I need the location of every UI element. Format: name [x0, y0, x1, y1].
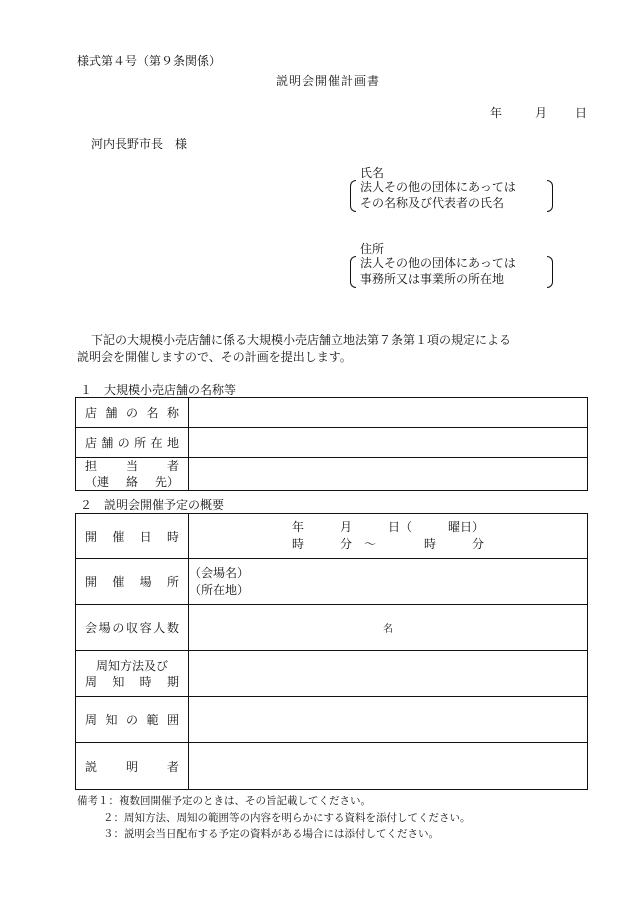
contact-field[interactable] [189, 458, 588, 491]
datetime-row [76, 514, 588, 559]
notice-scope-row [76, 697, 588, 743]
note-3: ３：説明会当日配布する予定の資料がある場合には添付してください。 [103, 828, 439, 840]
store-location-row [76, 428, 588, 458]
capacity-label: 会 場 の 収 容 人 数 [76, 605, 189, 651]
body-line2: 説明会を開催しますので、その計画を提出します。 [77, 350, 352, 364]
body-paragraph [77, 332, 592, 366]
addressee: 河内長野市長 様 [91, 137, 188, 151]
date-year: 年 [490, 106, 503, 120]
notice-scope-field[interactable] [189, 697, 588, 743]
note-2: ２：周知方法、周知の範囲等の内容を明らかにする資料を添付してください。 [103, 812, 471, 824]
name-label: 氏名 [360, 166, 385, 180]
presenter-field[interactable] [189, 743, 588, 790]
notice-scope-label: 周 知 の 範 囲 [76, 697, 189, 743]
capacity-row [76, 605, 588, 651]
address-bracket [349, 255, 554, 289]
store-name-label: 店 舗 の 名 称 [76, 398, 189, 428]
address-note-line2: 事務所又は事業所の所在地 [360, 272, 505, 286]
store-name-row [76, 398, 588, 428]
capacity-field[interactable] [189, 605, 588, 651]
store-name-field[interactable] [189, 398, 588, 428]
venue-row [76, 559, 588, 605]
store-location-label: 店 舗 の 所 在 地 [76, 428, 189, 458]
document-title: 説明会開催計画書 [276, 74, 381, 88]
notice-method-label: 周知方法及び 周 知 時 期 [76, 651, 189, 697]
address-note-line1: 法人その他の団体にあっては [360, 256, 516, 270]
name-bracket [349, 179, 554, 213]
datetime-date-line: 年 月 日（ 曜日） [291, 520, 484, 534]
venue-address-caption: （所在地） [189, 582, 250, 597]
presenter-row [76, 743, 588, 790]
form-number: 様式第４号（第９条関係） [77, 54, 222, 68]
venue-name-caption: （会場名） [189, 565, 250, 580]
datetime-field[interactable] [189, 514, 588, 559]
capacity-unit: 名 [383, 624, 393, 635]
name-note-line2: その名称及び代表者の氏名 [360, 196, 505, 210]
date-day: 日 [575, 106, 588, 120]
section2-heading: ２ 説明会開催予定の概要 [80, 498, 225, 512]
notice-method-row [76, 651, 588, 697]
address-label: 住所 [360, 242, 385, 256]
note-1: 備考１：複数回開催予定のときは、その旨記載してください。 [77, 795, 371, 807]
store-location-field[interactable] [189, 428, 588, 458]
name-note-line1: 法人その他の団体にあっては [360, 180, 516, 194]
contact-row [76, 458, 588, 491]
venue-field[interactable] [189, 559, 588, 605]
datetime-time-line: 時 分 ～ 時 分 [291, 537, 484, 551]
meeting-overview-table [75, 513, 588, 790]
presenter-label: 説 明 者 [76, 743, 189, 790]
date-month: 月 [535, 106, 548, 120]
body-line1: 下記の大規模小売店舗に係る大規模小売店舗立地法第７条第１項の規定による [91, 333, 512, 347]
datetime-label: 開 催 日 時 [76, 514, 189, 559]
notice-method-field[interactable] [189, 651, 588, 697]
section1-heading: １ 大規模小売店舗の名称等 [80, 383, 237, 397]
store-info-table [75, 397, 588, 491]
contact-label: 担 当 者 （連 絡 先） [76, 458, 189, 491]
venue-label: 開 催 場 所 [76, 559, 189, 605]
